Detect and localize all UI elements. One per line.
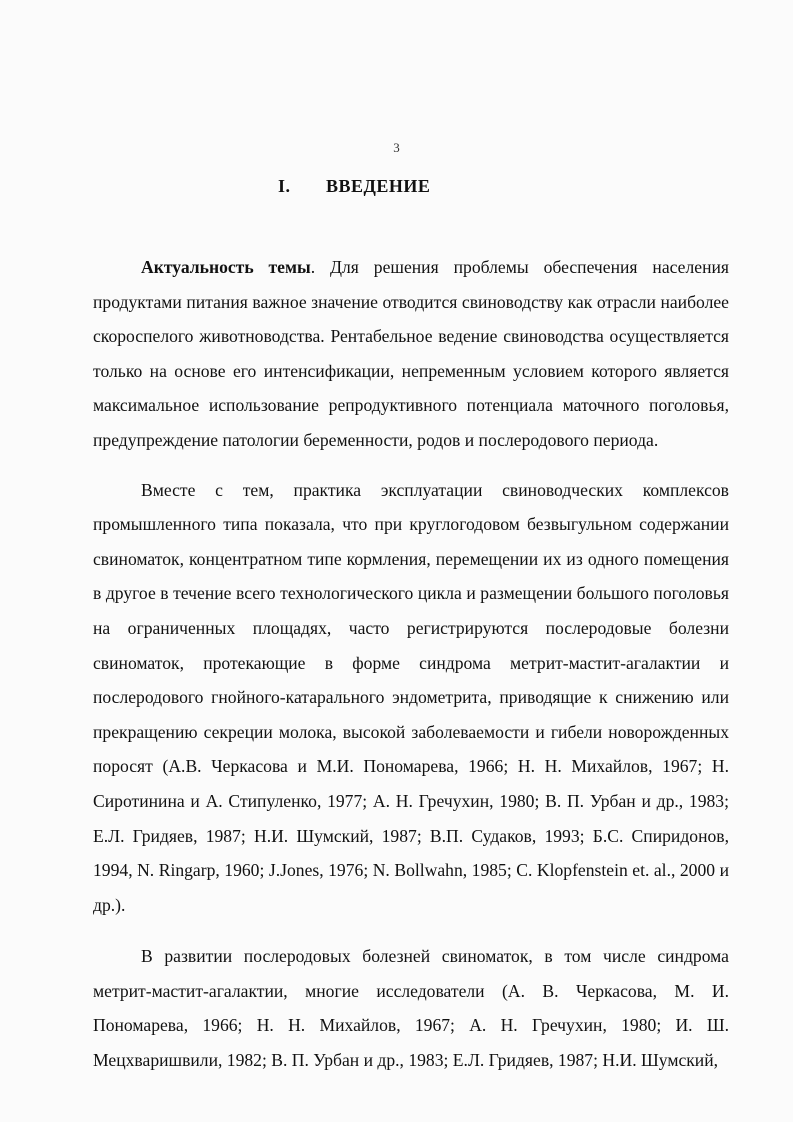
section-number: I. [278, 176, 291, 196]
section-title: ВВЕДЕНИЕ [326, 176, 431, 196]
page-number: 3 [393, 140, 400, 155]
paragraph-disease-development: В развитии послеродовых болезней свиноматок, в том числе синдрома метрит-мастит-агалактии, многие исследователи (А. В. Черкасова, М. И. Пономарева, 1966; Н. Н. Михайлов, 1967; А. Н. Гречухин, 1980; И. Ш. Мецхваришвили, 1982; В. П. Урбан и др., 1983; Е.Л. Гридяев, 1987; Н.И. Шумский, [93, 946, 729, 1071]
paragraph-relevance [93, 250, 729, 458]
body-text [93, 250, 729, 1095]
section-heading [278, 176, 430, 197]
relevance-text: . Для решения проблемы обеспечения населения продуктами питания важное значение отводится свиноводству как отрасли наиболее скороспелого животноводства. Рентабельное ведение свиноводства осуществляется только на основе его интенсификации, непременным условием которого является максимальное использование репродуктивного потенциала маточного поголовья, предупреждение патологии беременности, родов и послеродового периода. [93, 257, 729, 450]
relevance-lead: Актуальность темы [141, 257, 311, 277]
paragraph-industrial-practice: Вместе с тем, практика эксплуатации свиноводческих комплексов промышленного типа показала, что при круглогодовом безвыгульном содержании свиноматок, концентратном типе кормления, перемещении их из одного помещения в другое в течение всего технологического цикла и размещении большого поголовья на ограниченных площадях, часто регистрируются послеродовые болезни свиноматок, протекающие в форме синдрома метрит-мастит-агалактии и послеродового гнойного-катарального эндометрита, приводящие к снижению или прекращению секреции молока, высокой заболеваемости и гибели новорожденных поросят (А.В. Черкасова и М.И. Пономарева, 1966; Н. Н. Михайлов, 1967; Н. Сиротинина и А. Стипуленко, 1977; А. Н. Гречухин, 1980; В. П. Урбан и др., 1983; Е.Л. Гридяев, 1987; Н.И. Шумский, 1987; В.П. Судаков, 1993; Б.С. Спиридонов, 1994, N. Ringarp, 1960; J.Jones, 1976; N. Bollwahn, 1985; C. Klopfenstein et. al., 2000 и др.). [93, 479, 729, 915]
